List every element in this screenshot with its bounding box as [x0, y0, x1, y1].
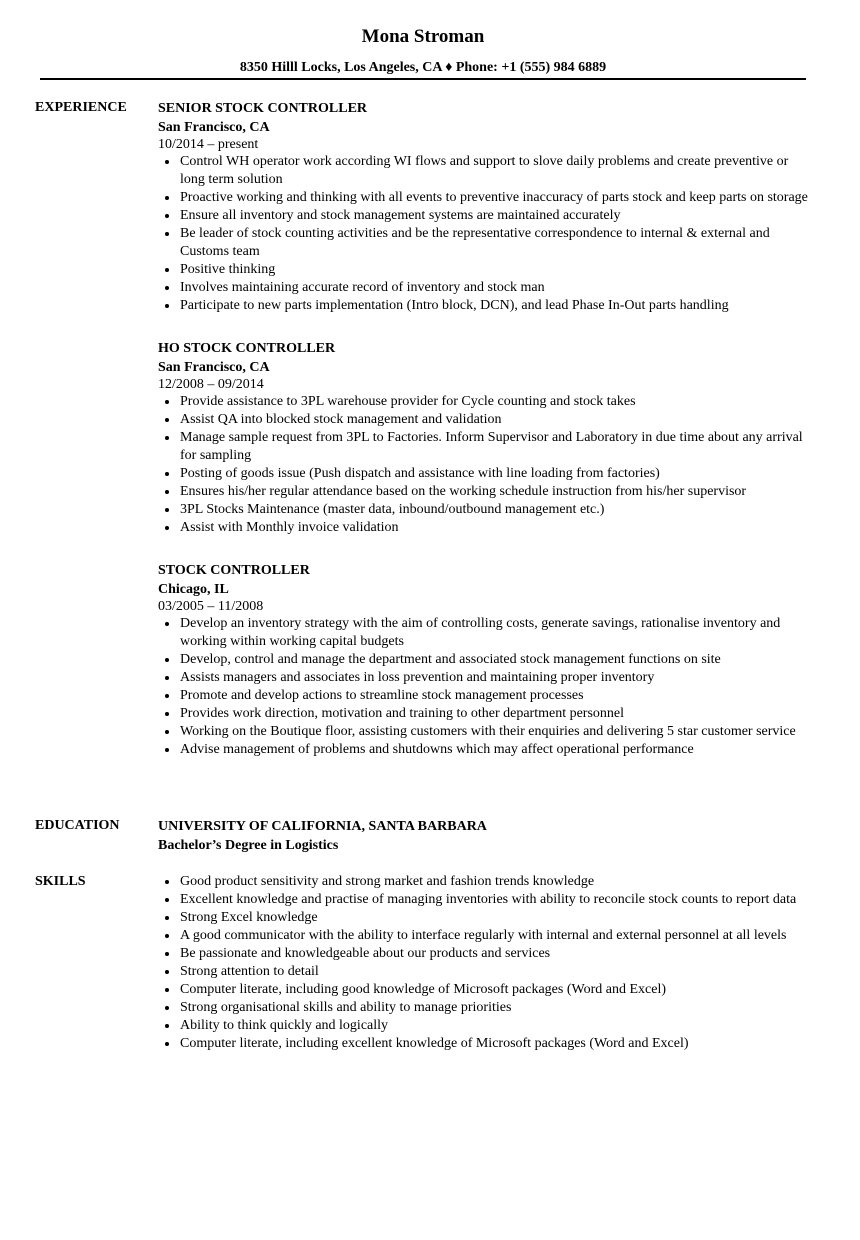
list-item — [158, 411, 808, 429]
job-bullets — [158, 393, 808, 537]
bullet-icon — [165, 694, 169, 698]
list-item — [158, 279, 808, 297]
bullet-text: Involves maintaining accurate record of inventory and stock man — [180, 280, 545, 295]
list-item — [158, 945, 808, 963]
bullet-icon — [165, 268, 169, 272]
job-dates: 03/2005 – 11/2008 — [158, 599, 264, 614]
bullet-text: Participate to new parts implementation (Intro block, DCN), and lead Phase In-Out parts handling — [180, 298, 729, 313]
contact-line: 8350 Hilll Locks, Los Angeles, CA ♦ Phone: +1 (555) 984 6889 — [239, 60, 607, 75]
list-item — [158, 519, 808, 537]
bullet-icon — [165, 160, 169, 164]
list-item — [158, 501, 808, 519]
list-item — [158, 909, 808, 927]
bullet-icon — [165, 916, 169, 920]
skill-text: Be passionate and knowledgeable about our products and services — [180, 946, 551, 961]
candidate-name: Mona Stroman — [361, 26, 485, 47]
list-item — [158, 873, 808, 891]
list-item — [158, 1017, 808, 1035]
bullet-text: Be leader of stock counting activities and be the representative correspondence to internal & external and Customs team — [180, 226, 770, 259]
experience-body — [158, 99, 808, 759]
bullet-text: Ensure all inventory and stock management systems are maintained accurately — [180, 208, 621, 223]
list-item — [158, 615, 808, 651]
section-label-education: EDUCATION — [35, 818, 120, 833]
job-location: San Francisco, CA — [158, 120, 270, 135]
bullet-text: Positive thinking — [180, 262, 276, 277]
list-item — [158, 225, 808, 261]
list-item — [158, 153, 808, 189]
bullet-icon — [165, 658, 169, 662]
bullet-text: 3PL Stocks Maintenance (master data, inbound/outbound management etc.) — [180, 502, 605, 517]
bullet-icon — [165, 196, 169, 200]
header-divider — [40, 78, 806, 80]
job-dates: 12/2008 – 09/2014 — [158, 377, 264, 392]
list-item — [158, 1035, 808, 1053]
skill-text: Computer literate, including good knowledge of Microsoft packages (Word and Excel) — [180, 982, 667, 997]
list-item — [158, 465, 808, 483]
bullet-icon — [165, 748, 169, 752]
bullet-text: Provide assistance to 3PL warehouse provider for Cycle counting and stock takes — [180, 394, 636, 409]
list-item — [158, 963, 808, 981]
list-item — [158, 981, 808, 999]
list-item — [158, 297, 808, 315]
bullet-text: Assist with Monthly invoice validation — [180, 520, 399, 535]
bullet-icon — [165, 880, 169, 884]
skill-text: A good communicator with the ability to interface regularly with internal and external personnel at all levels — [180, 928, 787, 943]
bullet-icon — [165, 730, 169, 734]
list-item — [158, 723, 808, 741]
bullet-text: Promote and develop actions to streamline stock management processes — [180, 688, 584, 703]
bullet-icon — [165, 1042, 169, 1046]
bullet-icon — [165, 526, 169, 530]
bullet-text: Develop, control and manage the department and associated stock management functions on site — [180, 652, 721, 667]
job-dates: 10/2014 – present — [158, 137, 259, 152]
job-location: Chicago, IL — [158, 582, 229, 597]
section-label-skills: SKILLS — [35, 874, 86, 889]
list-item — [158, 669, 808, 687]
bullet-icon — [165, 490, 169, 494]
bullet-text: Advise management of problems and shutdowns which may affect operational performance — [180, 742, 694, 757]
list-item — [158, 741, 808, 759]
bullet-icon — [165, 508, 169, 512]
bullet-text: Working on the Boutique floor, assisting customers with their enquiries and delivering 5 star customer service — [180, 724, 796, 739]
list-item — [158, 687, 808, 705]
job-entry — [158, 99, 808, 315]
job-location: San Francisco, CA — [158, 360, 270, 375]
bullet-text: Provides work direction, motivation and training to other department personnel — [180, 706, 625, 721]
bullet-icon — [165, 472, 169, 476]
bullet-icon — [165, 232, 169, 236]
bullet-icon — [165, 622, 169, 626]
bullet-text: Posting of goods issue (Push dispatch and assistance with line loading from factories) — [180, 466, 660, 481]
degree: Bachelor’s Degree in Logistics — [158, 838, 339, 853]
list-item — [158, 483, 808, 501]
job-title: STOCK CONTROLLER — [158, 563, 310, 578]
bullet-text: Control WH operator work according WI flows and support to slove daily problems and create preventive or long term solution — [180, 154, 789, 187]
bullet-text: Manage sample request from 3PL to Factories. Inform Supervisor and Laboratory in due time about any arrival for sampling — [180, 430, 803, 463]
bullet-icon — [165, 988, 169, 992]
list-item — [158, 927, 808, 945]
skill-text: Good product sensitivity and strong market and fashion trends knowledge — [180, 874, 595, 889]
list-item — [158, 705, 808, 723]
job-entry — [158, 339, 808, 537]
bullet-icon — [165, 952, 169, 956]
job-title: HO STOCK CONTROLLER — [158, 341, 336, 356]
list-item — [158, 207, 808, 225]
job-bullets — [158, 153, 808, 315]
bullet-icon — [165, 304, 169, 308]
skill-text: Excellent knowledge and practise of managing inventories with ability to reconcile stock counts to report data — [180, 892, 797, 907]
bullet-icon — [165, 676, 169, 680]
skill-text: Strong attention to detail — [180, 964, 319, 979]
bullet-text: Proactive working and thinking with all events to preventive inaccuracy of parts stock and keep parts on storage — [180, 190, 808, 205]
list-item — [158, 651, 808, 669]
education-body — [158, 817, 808, 855]
skill-text: Strong Excel knowledge — [180, 910, 318, 925]
bullet-icon — [165, 1024, 169, 1028]
bullet-icon — [165, 214, 169, 218]
skills-list — [158, 873, 808, 1053]
bullet-icon — [165, 1006, 169, 1010]
list-item — [158, 429, 808, 465]
bullet-icon — [165, 934, 169, 938]
job-title: SENIOR STOCK CONTROLLER — [158, 101, 368, 116]
section-label-experience: EXPERIENCE — [35, 100, 127, 115]
job-entry — [158, 561, 808, 759]
skill-text: Computer literate, including excellent knowledge of Microsoft packages (Word and Excel) — [180, 1036, 689, 1051]
bullet-text: Assists managers and associates in loss prevention and maintaining proper inventory — [180, 670, 655, 685]
bullet-icon — [165, 400, 169, 404]
list-item — [158, 999, 808, 1017]
bullet-icon — [165, 970, 169, 974]
bullet-icon — [165, 286, 169, 290]
skills-body — [158, 873, 808, 1053]
skill-text: Ability to think quickly and logically — [180, 1018, 389, 1033]
skill-text: Strong organisational skills and ability to manage priorities — [180, 1000, 512, 1015]
bullet-icon — [165, 436, 169, 440]
list-item — [158, 261, 808, 279]
list-item — [158, 891, 808, 909]
bullet-text: Ensures his/her regular attendance based on the working schedule instruction from his/her supervisor — [180, 484, 747, 499]
bullet-icon — [165, 712, 169, 716]
bullet-icon — [165, 418, 169, 422]
bullet-icon — [165, 898, 169, 902]
job-bullets — [158, 615, 808, 759]
bullet-text: Assist QA into blocked stock management and validation — [180, 412, 502, 427]
school-name: UNIVERSITY OF CALIFORNIA, SANTA BARBARA — [158, 819, 487, 834]
bullet-text: Develop an inventory strategy with the aim of controlling costs, generate savings, rationalise inventory and working within working capital budgets — [180, 616, 781, 649]
list-item — [158, 393, 808, 411]
list-item — [158, 189, 808, 207]
